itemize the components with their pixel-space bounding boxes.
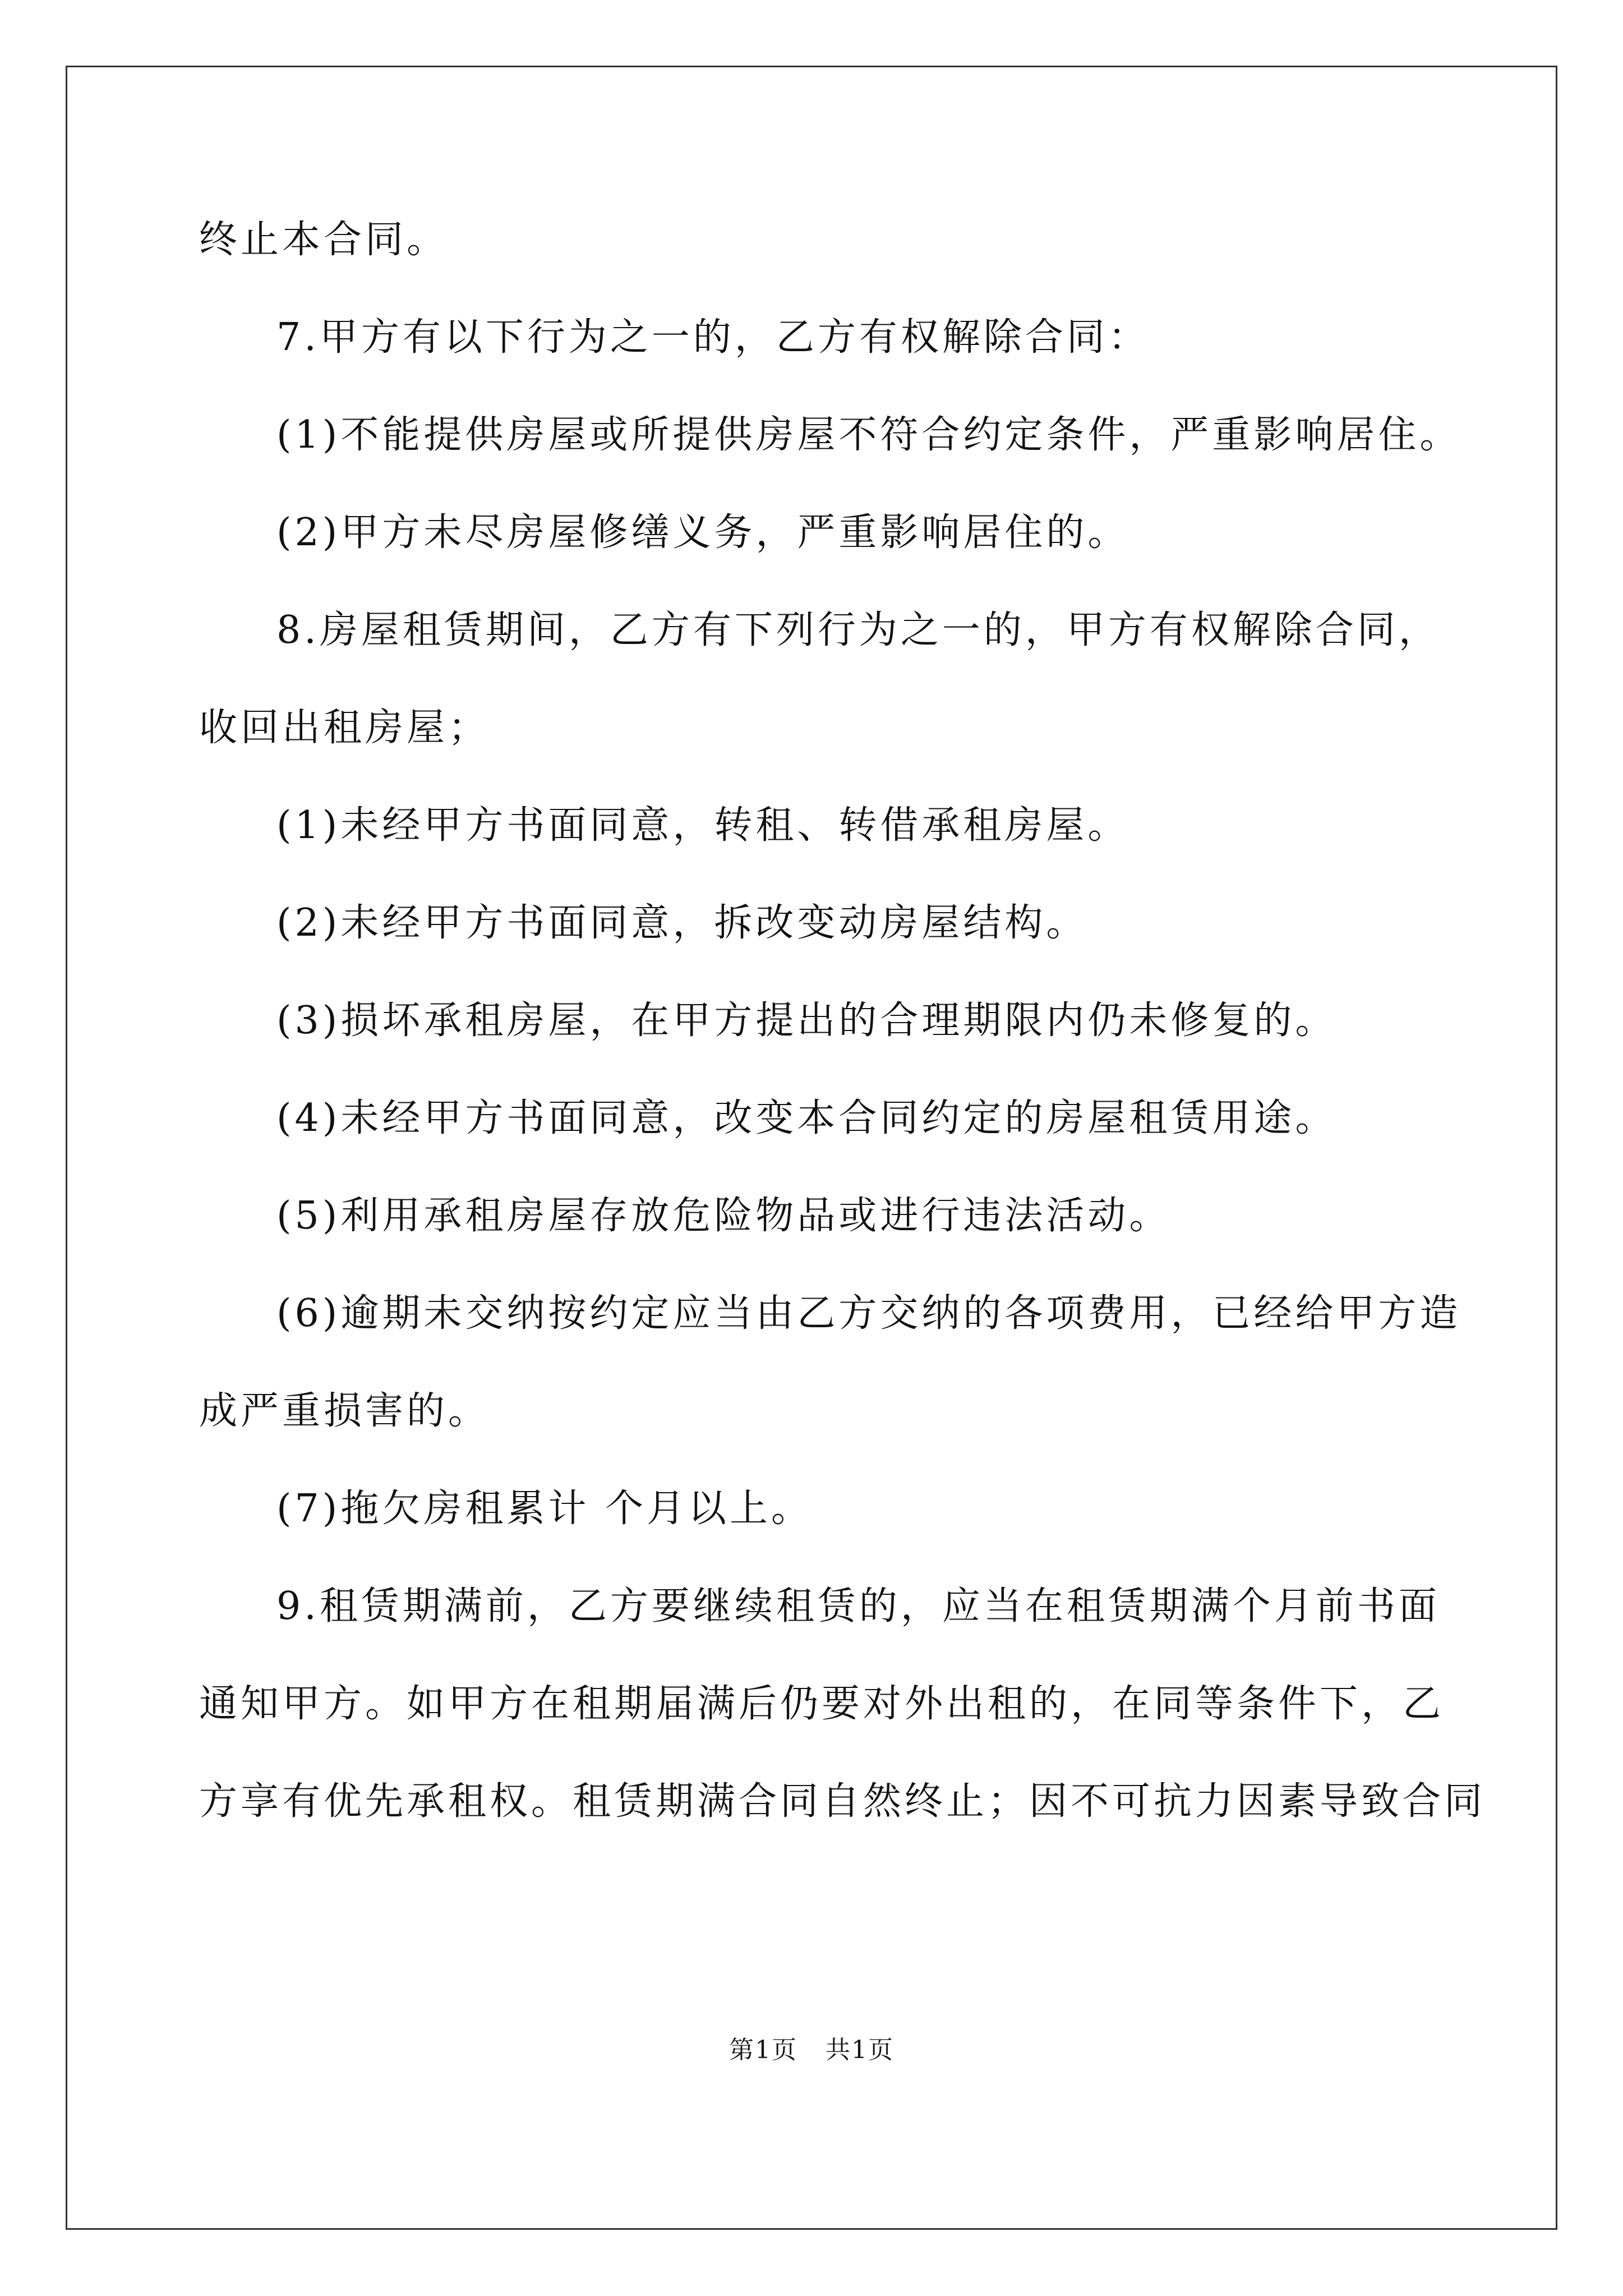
page-border [66,66,1557,2230]
page-footer [0,2036,1623,2064]
clause-8-item-6: (6)逾期未交纳按约定应当由乙方交纳的各项费用，已经给甲方造 [276,1291,1461,1336]
clause-9-line-2: 通知甲方。如甲方在租期届满后仍要对外出租的，在同等条件下，乙 [199,1682,1445,1726]
clause-7-item-2: (2)甲方未尽房屋修缮义务，严重影响居住的。 [276,510,1129,555]
clause-8-item-3: (3)损坏承租房屋，在甲方提出的合理期限内仍未修复的。 [276,999,1337,1043]
clause-8-item-2: (2)未经甲方书面同意，拆改变动房屋结构。 [276,901,1088,945]
clause-9-line-3: 方享有优先承租权。租赁期满合同自然终止；因不可抗力因素导致合同 [199,1779,1486,1824]
clause-8-item-6-cont: 成严重损害的。 [199,1389,490,1433]
page-number: 第1页 [729,2036,797,2064]
clause-8-item-1: (1)未经甲方书面同意，转租、转借承租房屋。 [276,803,1129,848]
clause-7-item-1: (1)不能提供房屋或所提供房屋不符合约定条件，严重影响居住。 [276,413,1461,457]
clause-9-heading: 9.租赁期满前，乙方要继续租赁的，应当在租赁期满个月前书面 [276,1584,1440,1628]
page-count: 共1页 [826,2036,894,2064]
text-line-1: 终止本合同。 [199,218,449,262]
clause-7-heading: 7.甲方有以下行为之一的，乙方有权解除合同： [276,315,1150,360]
clause-8-item-7: (7)拖欠房租累计 个月以上。 [276,1487,813,1531]
clause-8-heading: 8.房屋租赁期间，乙方有下列行为之一的，甲方有权解除合同， [276,608,1440,652]
clause-8-item-4: (4)未经甲方书面同意，改变本合同约定的房屋租赁用途。 [276,1096,1337,1140]
clause-8-item-5: (5)利用承租房屋存放危险物品或进行违法活动。 [276,1194,1171,1238]
clause-8-heading-cont: 收回出租房屋； [199,706,490,750]
